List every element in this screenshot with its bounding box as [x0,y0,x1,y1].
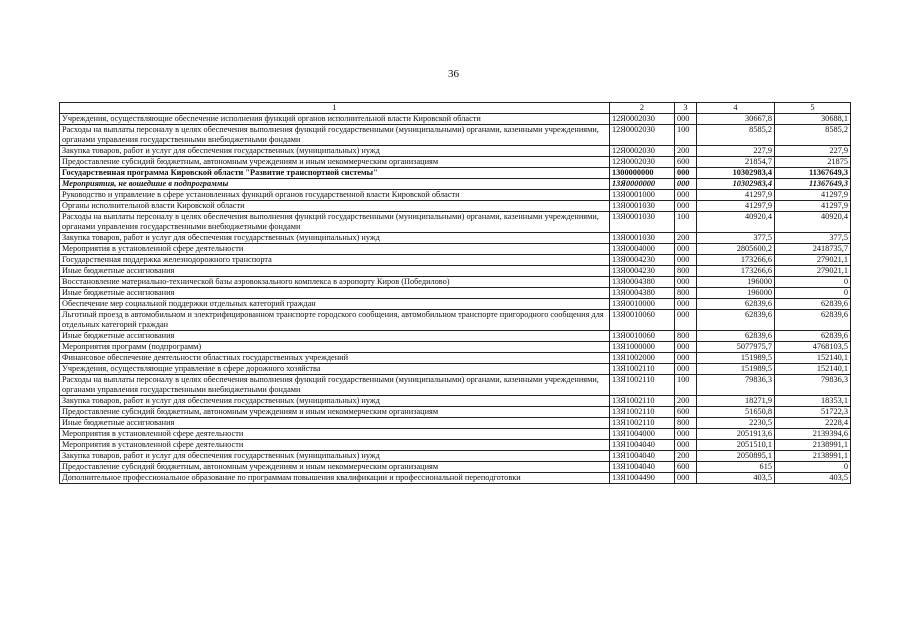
budget-table [59,102,851,484]
row-value-1: 2805600,2 [697,244,775,255]
row-name: Восстановление материально-технической базы аэровокзального комплекса в аэропорту Киров (Победилово) [60,277,610,288]
table-row [60,255,851,266]
row-value-2: 41297,9 [775,190,851,201]
table-row [60,146,851,157]
row-value-2: 2138991,1 [775,440,851,451]
row-name: Иные бюджетные ассигнования [60,288,610,299]
row-name: Государственная поддержка железнодорожного транспорта [60,255,610,266]
row-kind: 000 [675,299,697,310]
table-row [60,244,851,255]
row-value-1: 151989,5 [697,353,775,364]
row-value-1: 2051510,1 [697,440,775,451]
row-value-2: 2138991,1 [775,451,851,462]
table-header-row [60,103,851,114]
table-row [60,331,851,342]
row-code: 12Я0002030 [610,157,675,168]
row-value-1: 2050895,1 [697,451,775,462]
row-name: Закупка товаров, работ и услуг для обеспечения государственных (муниципальных) нужд [60,146,610,157]
row-code: 13Я0004000 [610,244,675,255]
row-name: Закупка товаров, работ и услуг для обеспечения государственных (муниципальных) нужд [60,451,610,462]
row-value-1: 173266,6 [697,266,775,277]
row-kind: 000 [675,277,697,288]
row-value-2: 51722,3 [775,407,851,418]
row-code: 13Я1002110 [610,418,675,429]
row-name: Мероприятия в установленной сфере деятельности [60,440,610,451]
table-row [60,407,851,418]
row-name: Предоставление субсидий бюджетным, автономным учреждениям и иным некоммерческим организациям [60,157,610,168]
column-header: 3 [675,103,697,114]
row-value-1: 151989,5 [697,364,775,375]
row-code: 13Я1004040 [610,462,675,473]
row-kind: 000 [675,244,697,255]
row-value-2: 41297,9 [775,201,851,212]
row-code: 13Я0001030 [610,233,675,244]
row-code: 13Я0010060 [610,310,675,331]
table-row [60,125,851,146]
row-kind: 000 [675,353,697,364]
row-kind: 100 [675,212,697,233]
row-kind: 000 [675,440,697,451]
row-name: Предоставление субсидий бюджетным, автономным учреждениям и иным некоммерческим организациям [60,462,610,473]
row-kind: 000 [675,342,697,353]
row-code: 13Я1002110 [610,375,675,396]
row-kind: 000 [675,168,697,179]
table-row [60,190,851,201]
row-kind: 200 [675,451,697,462]
row-value-2: 62839,6 [775,331,851,342]
row-name: Льготный проезд в автомобильном и электрифицированном транспорте городского сообщения, автомобильном транспорте пригородного сообщения для отдельных категорий граждан [60,310,610,331]
table-row [60,114,851,125]
row-value-2: 0 [775,462,851,473]
row-value-2: 279021,1 [775,266,851,277]
row-value-1: 227,9 [697,146,775,157]
row-value-1: 41297,9 [697,190,775,201]
row-value-1: 10302983,4 [697,179,775,190]
row-value-1: 40920,4 [697,212,775,233]
row-name: Руководство и управление в сфере установленных функций органов государственной власти Кировской области [60,190,610,201]
row-kind: 100 [675,125,697,146]
table-row [60,179,851,190]
row-code: 13Я0010060 [610,331,675,342]
row-kind: 000 [675,179,697,190]
row-value-2: 8585,2 [775,125,851,146]
row-kind: 000 [675,201,697,212]
row-value-2: 279021,1 [775,255,851,266]
row-name: Мероприятия в установленной сфере деятельности [60,244,610,255]
row-code: 13Я1002000 [610,353,675,364]
row-value-1: 62839,6 [697,310,775,331]
row-code: 13Я0001000 [610,190,675,201]
table-row [60,310,851,331]
table-row [60,418,851,429]
row-value-2: 30688,1 [775,114,851,125]
row-value-2: 2139394,6 [775,429,851,440]
row-name: Расходы на выплаты персоналу в целях обеспечения выполнения функций государственными (муниципальными) органами, казенными учреждениями, органами управления государственными внебюджетными фондами [60,375,610,396]
row-kind: 600 [675,157,697,168]
table-row [60,157,851,168]
row-value-1: 51650,8 [697,407,775,418]
row-value-1: 30667,8 [697,114,775,125]
row-name: Расходы на выплаты персоналу в целях обеспечения выполнения функций государственными (муниципальными) органами, казенными учреждениями, органами управления государственными внебюджетными фондами [60,212,610,233]
table-row [60,168,851,179]
row-name: Иные бюджетные ассигнования [60,331,610,342]
row-kind: 000 [675,255,697,266]
row-name: Закупка товаров, работ и услуг для обеспечения государственных (муниципальных) нужд [60,396,610,407]
row-value-2: 21875 [775,157,851,168]
row-kind: 600 [675,407,697,418]
row-value-1: 8585,2 [697,125,775,146]
row-value-1: 62839,6 [697,331,775,342]
row-code: 13Я0001030 [610,212,675,233]
row-value-2: 62839,6 [775,310,851,331]
row-code: 13Я0004230 [610,266,675,277]
row-code: 13Я0004380 [610,288,675,299]
row-value-1: 62839,6 [697,299,775,310]
row-code: 13Я1002110 [610,407,675,418]
row-name: Предоставление субсидий бюджетным, автономным учреждениям и иным некоммерческим организациям [60,407,610,418]
row-value-1: 41297,9 [697,201,775,212]
table-row [60,396,851,407]
row-kind: 800 [675,418,697,429]
row-name: Расходы на выплаты персоналу в целях обеспечения выполнения функций государственными (муниципальными) органами, казенными учреждениями, органами управления государственными внебюджетными фондами [60,125,610,146]
row-value-1: 196000 [697,277,775,288]
row-code: 13Я1004490 [610,473,675,484]
row-code: 13Я1004000 [610,429,675,440]
table-row [60,266,851,277]
row-name: Мероприятия, не вошедшие в подпрограммы [60,179,610,190]
table-row [60,353,851,364]
table-row [60,299,851,310]
row-code: 13Я0004230 [610,255,675,266]
table-row [60,462,851,473]
table-row [60,233,851,244]
row-kind: 000 [675,310,697,331]
row-code: 13Я1004040 [610,440,675,451]
table-row [60,342,851,353]
row-kind: 800 [675,266,697,277]
row-value-2: 4768103,5 [775,342,851,353]
table-row [60,473,851,484]
row-value-1: 79836,3 [697,375,775,396]
row-value-1: 18271,9 [697,396,775,407]
row-code: 13Я1000000 [610,342,675,353]
column-header: 5 [775,103,851,114]
row-kind: 000 [675,429,697,440]
row-value-2: 0 [775,277,851,288]
table-row [60,288,851,299]
table-row [60,277,851,288]
row-value-2: 2418735,7 [775,244,851,255]
row-value-1: 196000 [697,288,775,299]
row-kind: 600 [675,462,697,473]
row-name: Мероприятия в установленной сфере деятельности [60,429,610,440]
row-value-2: 0 [775,288,851,299]
row-value-2: 62839,6 [775,299,851,310]
row-code: 13Я1004040 [610,451,675,462]
row-name: Государственная программа Кировской области "Развитие транспортной системы" [60,168,610,179]
row-value-2: 152140,1 [775,353,851,364]
row-kind: 100 [675,375,697,396]
table-row [60,212,851,233]
row-value-1: 5077975,7 [697,342,775,353]
row-value-1: 403,5 [697,473,775,484]
row-name: Учреждения, осуществляющие обеспечение исполнения функций органов исполнительной власти Кировской области [60,114,610,125]
row-code: 13Я1002110 [610,396,675,407]
table-row [60,451,851,462]
row-code: 12Я0002030 [610,114,675,125]
row-value-2: 40920,4 [775,212,851,233]
page-number: 36 [448,68,459,80]
row-value-2: 377,5 [775,233,851,244]
row-code: 13Я0010000 [610,299,675,310]
row-kind: 800 [675,331,697,342]
row-value-2: 2228,4 [775,418,851,429]
row-kind: 000 [675,114,697,125]
row-kind: 200 [675,396,697,407]
row-code: 13Я1002110 [610,364,675,375]
table-row [60,375,851,396]
table-row [60,429,851,440]
row-name: Органы исполнительной власти Кировской области [60,201,610,212]
row-value-1: 615 [697,462,775,473]
row-value-2: 403,5 [775,473,851,484]
row-name: Иные бюджетные ассигнования [60,266,610,277]
row-name: Дополнительное профессиональное образование по программам повышения квалификации и профессиональной переподготовки [60,473,610,484]
row-value-1: 2051913,6 [697,429,775,440]
row-value-1: 21854,7 [697,157,775,168]
row-value-2: 11367649,3 [775,168,851,179]
row-name: Обеспечение мер социальной поддержки отдельных категорий граждан [60,299,610,310]
row-name: Учреждения, осуществляющие управление в сфере дорожного хозяйства [60,364,610,375]
row-kind: 000 [675,473,697,484]
row-code: 13Я0000000 [610,179,675,190]
column-header: 1 [60,103,610,114]
row-code: 12Я0002030 [610,146,675,157]
row-value-1: 2230,5 [697,418,775,429]
row-value-1: 377,5 [697,233,775,244]
table-row [60,364,851,375]
row-code: 1300000000 [610,168,675,179]
row-kind: 000 [675,190,697,201]
column-header: 4 [697,103,775,114]
row-value-1: 173266,6 [697,255,775,266]
row-code: 13Я0004380 [610,277,675,288]
row-name: Иные бюджетные ассигнования [60,418,610,429]
row-name: Финансовое обеспечение деятельности областных государственных учреждений [60,353,610,364]
row-kind: 200 [675,146,697,157]
row-code: 13Я0001030 [610,201,675,212]
row-value-2: 152140,1 [775,364,851,375]
row-value-1: 10302983,4 [697,168,775,179]
row-value-2: 79836,3 [775,375,851,396]
row-value-2: 18353,1 [775,396,851,407]
row-value-2: 227,9 [775,146,851,157]
table-row [60,440,851,451]
row-kind: 000 [675,364,697,375]
row-name: Закупка товаров, работ и услуг для обеспечения государственных (муниципальных) нужд [60,233,610,244]
row-code: 12Я0002030 [610,125,675,146]
column-header: 2 [610,103,675,114]
row-name: Мероприятия программ (подпрограмм) [60,342,610,353]
row-kind: 200 [675,233,697,244]
row-kind: 800 [675,288,697,299]
table-row [60,201,851,212]
row-value-2: 11367649,3 [775,179,851,190]
